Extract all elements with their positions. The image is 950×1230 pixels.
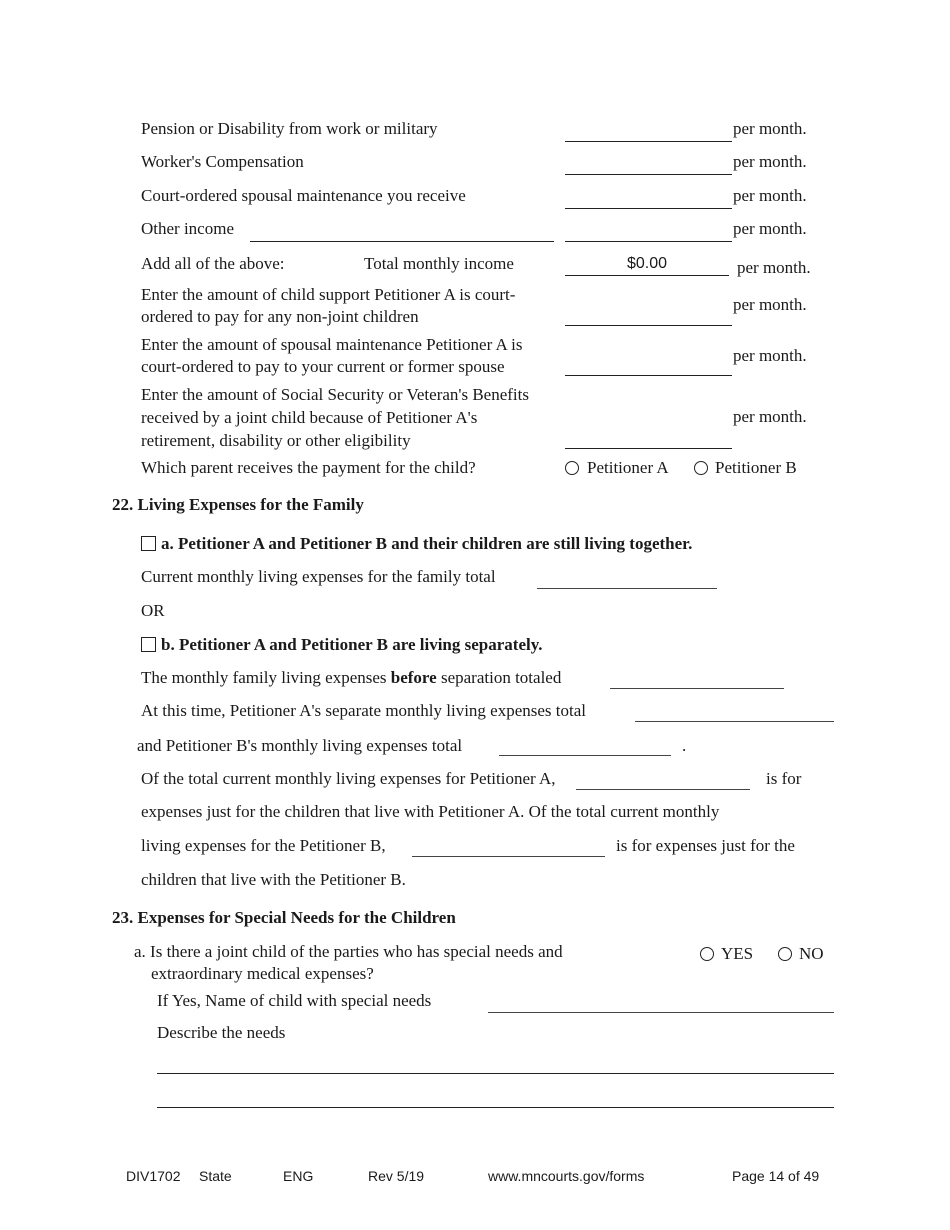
- expenses-line-label: expenses just for the children that live with Petitioner A. Of the total current monthly: [141, 802, 720, 821]
- per-month-label: per month.: [733, 407, 807, 426]
- footer-page-number: Page 14 of 49: [732, 1168, 820, 1184]
- spousal-maintenance-received-field[interactable]: [565, 186, 732, 209]
- footer-revision: Rev 5/19: [368, 1168, 425, 1184]
- section-22-title: 22. Living Expenses for the Family: [112, 495, 364, 514]
- living-together-label: a. Petitioner A and Petitioner B and their children are still living together.: [161, 534, 693, 553]
- living-b-label: living expenses for the Petitioner B,: [141, 836, 386, 855]
- petitioner-b-radio[interactable]: [694, 461, 708, 475]
- child-support-label-line2: ordered to pay for any non-joint children: [141, 307, 419, 326]
- footer-url[interactable]: www.mncourts.gov/forms: [488, 1168, 645, 1184]
- petitioner-a-radio-label: Petitioner A: [587, 458, 669, 477]
- is-for-b-label: is for expenses just for the: [616, 836, 795, 855]
- per-month-label: per month.: [733, 152, 807, 171]
- per-month-label: per month.: [733, 186, 807, 205]
- children-expenses-b-field[interactable]: [412, 856, 605, 857]
- petitioner-b-monthly-label: and Petitioner B's monthly living expenses total: [137, 736, 463, 755]
- spousal-pay-label-line2: court-ordered to pay to your current or former spouse: [141, 357, 505, 376]
- describe-needs-line-1[interactable]: [157, 1073, 834, 1074]
- per-month-label: per month.: [737, 258, 811, 277]
- workers-comp-amount-field[interactable]: [565, 152, 732, 175]
- other-income-description-field[interactable]: [250, 219, 554, 242]
- child-name-label: If Yes, Name of child with special needs: [157, 991, 432, 1010]
- special-needs-no-radio[interactable]: [778, 947, 792, 961]
- before-separation-label: [141, 666, 561, 689]
- total-monthly-income-field[interactable]: [565, 253, 729, 276]
- children-expenses-a-field[interactable]: [576, 789, 750, 790]
- total-monthly-income-label: Total monthly income: [364, 254, 514, 273]
- total-monthly-income-value: $0.00: [626, 255, 668, 272]
- per-month-label: per month.: [733, 119, 807, 138]
- is-for-label: is for: [766, 769, 802, 788]
- ss-benefits-label-line2: received by a joint child because of Petitioner A's: [141, 408, 478, 427]
- special-needs-question-line1: a. Is there a joint child of the parties who has special needs and: [134, 942, 563, 961]
- section-23-title: 23. Expenses for Special Needs for the Children: [112, 908, 456, 927]
- pension-label: Pension or Disability from work or military: [141, 119, 438, 138]
- per-month-label: per month.: [733, 295, 807, 314]
- footer-state: State: [199, 1168, 232, 1184]
- child-support-label-line1: Enter the amount of child support Petitioner A is court-: [141, 285, 516, 304]
- before-separation-text-a: The monthly family living expenses: [141, 668, 391, 687]
- ss-benefits-label-line3: retirement, disability or other eligibility: [141, 431, 411, 450]
- living-separately-checkbox[interactable]: [141, 637, 156, 652]
- per-month-label: per month.: [733, 219, 807, 238]
- petitioner-a-separate-field[interactable]: [635, 721, 834, 722]
- add-all-label: Add all of the above:: [141, 254, 285, 273]
- spousal-pay-label-line1: Enter the amount of spousal maintenance Petitioner A is: [141, 335, 523, 354]
- petitioner-a-radio[interactable]: [565, 461, 579, 475]
- special-needs-question-line2: extraordinary medical expenses?: [151, 964, 374, 983]
- before-emphasis: before: [390, 668, 437, 687]
- before-separation-field[interactable]: [610, 688, 784, 689]
- other-income-amount-field[interactable]: [565, 219, 732, 242]
- footer-language: ENG: [283, 1168, 314, 1184]
- pension-amount-field[interactable]: [565, 119, 732, 142]
- living-together-checkbox[interactable]: [141, 536, 156, 551]
- children-b-label: children that live with the Petitioner B.: [141, 870, 406, 889]
- petitioner-b-monthly-field[interactable]: [499, 755, 671, 756]
- petitioner-b-radio-label: Petitioner B: [715, 458, 797, 477]
- child-support-amount-field[interactable]: [565, 325, 732, 326]
- or-label: OR: [141, 601, 165, 620]
- workers-comp-label: Worker's Compensation: [141, 152, 304, 171]
- which-parent-label: Which parent receives the payment for the child?: [141, 458, 476, 477]
- total-a-label: Of the total current monthly living expenses for Petitioner A,: [141, 769, 556, 788]
- ss-benefits-label-line1: Enter the amount of Social Security or Veteran's Benefits: [141, 385, 529, 404]
- describe-needs-label: Describe the needs: [157, 1023, 286, 1042]
- current-expenses-field[interactable]: [537, 588, 717, 589]
- describe-needs-line-2[interactable]: [157, 1107, 834, 1108]
- petitioner-a-separate-label: At this time, Petitioner A's separate monthly living expenses total: [141, 701, 586, 720]
- living-separately-label: b. Petitioner A and Petitioner B are living separately.: [161, 635, 543, 654]
- other-income-label: Other income: [141, 219, 234, 238]
- spousal-maintenance-received-label: Court-ordered spousal maintenance you receive: [141, 186, 466, 205]
- before-separation-text-b: separation totaled: [436, 668, 562, 687]
- footer-form-id: DIV1702: [126, 1168, 181, 1184]
- special-needs-yes-radio[interactable]: [700, 947, 714, 961]
- per-month-label: per month.: [733, 346, 807, 365]
- ss-benefits-amount-field[interactable]: [565, 448, 732, 449]
- special-needs-yes-label: YES: [721, 944, 754, 963]
- spousal-pay-amount-field[interactable]: [565, 375, 732, 376]
- special-needs-no-label: NO: [799, 944, 824, 963]
- period: .: [682, 736, 687, 755]
- current-expenses-label: Current monthly living expenses for the family total: [141, 567, 496, 586]
- child-name-field[interactable]: [488, 1012, 834, 1013]
